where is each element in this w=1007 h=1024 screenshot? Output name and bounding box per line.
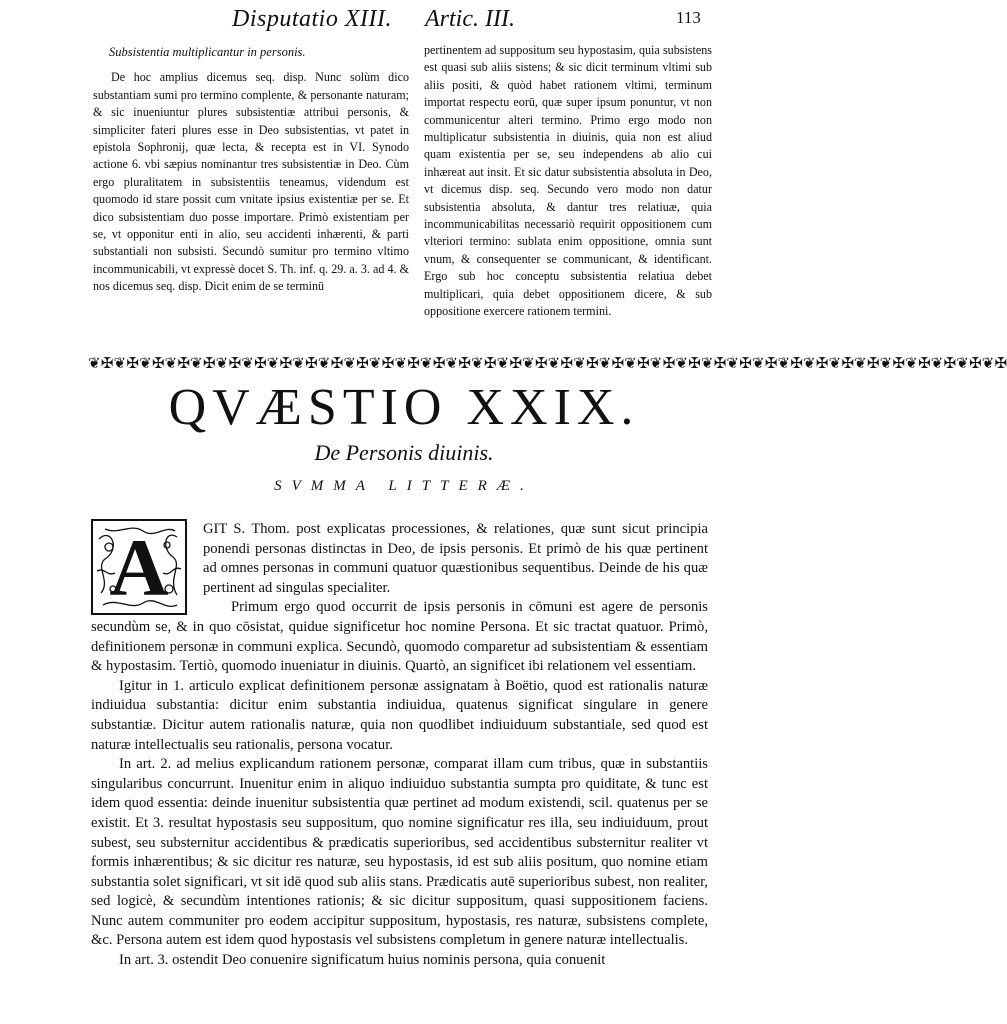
running-header — [0, 6, 768, 36]
body-paragraph-2: Primum ergo quod occurrit de ipsis personis in cōmuni est agere de personis secundùm se, & in quo cōsistat, quidue significetur hoc nomine Persona. Et sic tractat quatuor. Primò, definitionem personæ in communi explica. Secundò, quomodo comparetur ad subsistentiam & essentiam & hypostasim. Tertiò, quomodo inueniatur in diuinis. Quartò, an significet ibi relationem vel essentiam. — [91, 599, 708, 675]
header-disputation-title: Disputatio XIII. — [232, 6, 392, 32]
body-paragraph-5: In art. 3. ostendit Deo conuenire significatum huius nominis persona, quia conuenit — [119, 952, 606, 969]
body-paragraph-1: GIT S. Thom. post explicatas processiones, & relationes, quæ sunt sicut principia ponendi personas distinctas in Deo, de ipsis personis. Et primò de his quæ pertinent ad omnes personas in communi quatuor quæstionibus sequentibus. Deinde de his quæ pertinent ad singulas specialiter. — [203, 521, 708, 596]
summa-heading: SVMMA LITTERÆ. — [274, 478, 534, 494]
left-column-text: De hoc amplius dicemus seq. disp. Nunc solùm dico substantiam sumi pro termino complente, & personante naturam; & sic inueniuntur plures subsistentiæ attribui personis, & simpliciter fateri plures esse in Deo subsistentias, vt patet in epistola Sophronij, quæ lecta, & recepta est in VI. Synodo actione 6. vbi sæpius nominantur tres subsistentiæ in Deo. Cùm ergo pluralitatem in subsistentiis teneamus, videndum est quomodo id stare possit cum vnitate ipsius existentiæ per se. Et dico subsistentiam duo posse importare. Primò existentiam per se, vt opponitur enti in alio, seu accidenti inhærenti, & parti substantiali non subsisti. Secundò sumitur pro termino vltimo incommunicabili, vt expressè docet S. Th. inf. q. 29. a. 3. ad 4. & nos dicemus seq. disp. Dicit enim de se terminū — [93, 70, 409, 294]
page-number: 113 — [676, 8, 701, 27]
question-subtitle: De Personis diuinis. — [314, 440, 494, 465]
right-column-text: pertinentem ad suppositum seu hypostasim, quia subsistens est quasi sub aliis sistens; & sic dicit terminum vltimi sub aliis positi, & quòd habet rationem vltimi, terminum importat respectu eorū, quæ super ipsum ponuntur, vt non communicentur alteri termino. Primo ergo modo non multiplicatur subsistentia in diuinis, quia non est aliud quam existentia per se, seu independens ab alio cui inhæreat aut insit. Et sic datur subsistentia absoluta in Deo, vt dicemus disp. seq. Secundo vero modo non datur subsistentia absoluta, & dantur tres relatiuæ, quia incommunicabilitas necessariò requirit oppositionem cum vlteriori termino: sublata enim oppositione, omnia sunt vnum, & consequenter se communicant, & identificant. Ergo sub hoc conceptu subsistentia relatiua debet multiplicari, quia debet oppositionem dicere, & sub oppositione exercere rationem termini. — [424, 43, 712, 319]
left-column — [93, 44, 409, 296]
body-paragraph-3: Igitur in 1. articulo explicat definitionem personæ assignatam à Boëtio, quod est rationalis naturæ indiuidua substantia: dicitur enim substantia indiuidua, quatenus significat singulare in genere substantiæ. Dicitur autem rationalis naturæ, quia non quodlibet indiuiduum substantiale, sed quod est naturæ intellectualis seu rationalis, persona vocatur. — [91, 677, 708, 753]
main-body — [91, 520, 708, 971]
section-subheading: Subsistentia multiplicantur in personis. — [109, 45, 306, 59]
body-paragraph-4: In art. 2. ad melius explicandum rationem personæ, comparat illam cum tribus, quæ in substantiis singularibus concurrunt. Inuenitur enim in aliquo indiuiduo substantia sumpta pro quiditate, & tunc est idem quod essentia: deinde inuenitur subsistentia quæ pertinet ad modum existendi, scil. quatenus per se existit. Et 3. resultat hypostasis seu suppositum, quo nomine significatur res illa, seu indiuiduum, prout subest, seu substernitur accidentibus & prædicatis superioribus, sed accidentibus substernitur realiter vt formis inhærentibus; & sic dicitur res naturæ, seu hypostasis, id est sub aliis positum, quo nomine etiam substantia solet significari, vt sit idē quod sub aliis stans. Prædicatis autē superioribus subest, non realiter, sed logicè, & secundùm intentiones rationis; & sic dicitur suppositum, quasi suppositionem faciens. Nunc autem communiter pro eodem accipitur suppositum, hypostasis, res naturæ, subsistens complete, &c. Persona autem est idem quod hypostasis vel subsistens completum in genere naturæ intellectualis. — [91, 756, 708, 949]
right-column — [424, 42, 712, 321]
header-article-title: Artic. III. — [425, 6, 515, 32]
ornament-band: ❦✠❦✠❦✠❦✠❦✠❦✠❦✠❦✠❦✠❦✠❦✠❦✠❦✠❦✠❦✠❦✠❦✠❦✠❦✠❦✠❦✠❦✠❦✠❦✠❦✠❦✠❦✠❦✠❦✠❦✠❦✠❦✠❦✠❦✠❦✠❦✠ — [88, 354, 1007, 372]
drop-cap-letter: A — [109, 522, 169, 613]
question-title: QVÆSTIO XXIX. — [168, 379, 640, 436]
